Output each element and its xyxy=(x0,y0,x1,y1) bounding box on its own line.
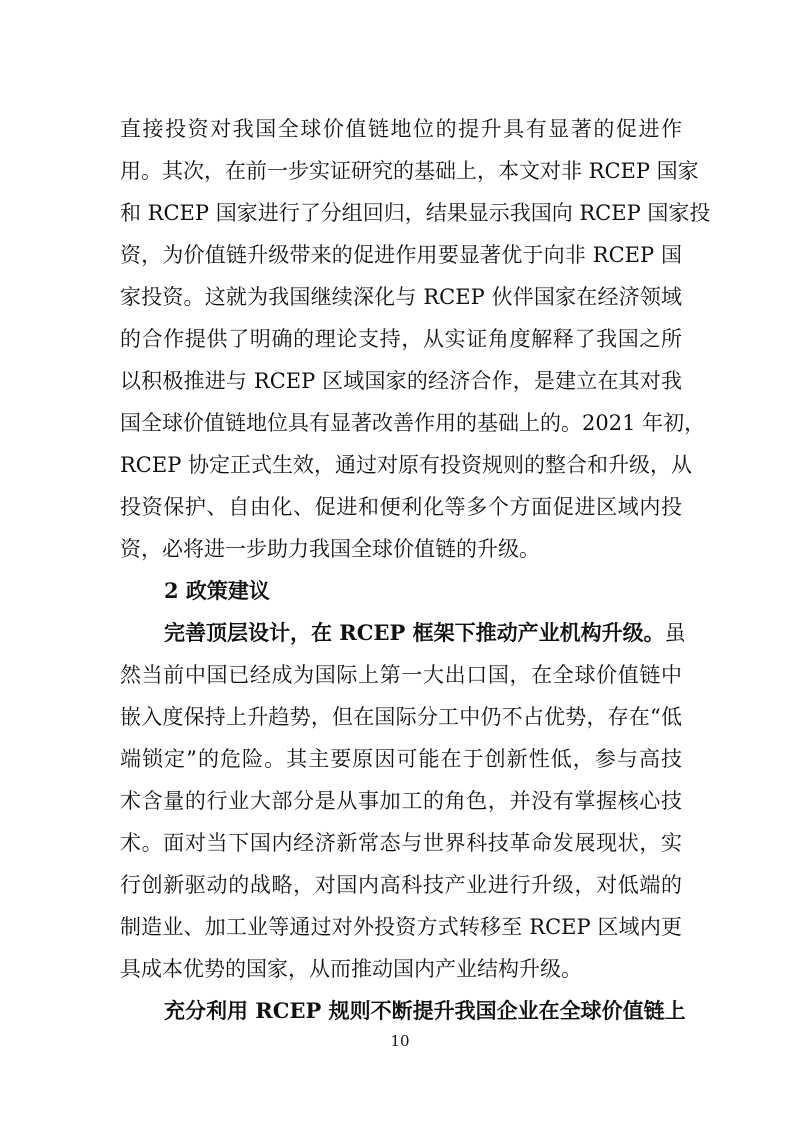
body-line: 具成本优势的国家，从而推动国内产业结构升级。 xyxy=(120,957,582,981)
body-line: 的合作提供了明确的理论支持，从实证角度解释了我国之所 xyxy=(120,327,682,351)
paragraph-bold-lead: 充分利用 RCEP 规则不断提升我国企业在全球价值链上 xyxy=(164,998,686,1023)
body-line: 直接投资对我国全球价值链地位的提升具有显著的促进作 xyxy=(120,117,682,141)
body-line: 和 RCEP 国家进行了分组回归，结果显示我国向 RCEP 国家投 xyxy=(120,201,711,225)
body-line: 术含量的行业大部分是从事加工的角色，并没有掌握核心技 xyxy=(120,789,682,813)
body-line: 资，必将进一步助力我国全球价值链的升级。 xyxy=(120,537,540,561)
body-line: 然当前中国已经成为国际上第一大出口国，在全球价值链中 xyxy=(120,663,682,687)
body-line: 投资保护、自由化、促进和便利化等多个方面促进区域内投 xyxy=(120,495,682,519)
body-line: 家投资。这就为我国继续深化与 RCEP 伙伴国家在经济领域 xyxy=(120,285,682,309)
body-line: 行创新驱动的战略，对国内高科技产业进行升级，对低端的 xyxy=(120,873,682,897)
paragraph-lead-line xyxy=(164,618,686,648)
body-line: 以积极推进与 RCEP 区域国家的经济合作，是建立在其对我 xyxy=(120,369,682,393)
section-heading: 2 政策建议 xyxy=(164,578,270,603)
body-line: 用。其次，在前一步实证研究的基础上，本文对非 RCEP 国家 xyxy=(120,159,699,183)
page-number: 10 xyxy=(390,1032,410,1050)
body-line: 资，为价值链升级带来的促进作用要显著优于向非 RCEP 国 xyxy=(120,243,682,267)
paragraph-bold-lead: 完善顶层设计，在 RCEP 框架下推动产业机构升级。 xyxy=(164,620,665,645)
body-line: RCEP 协定正式生效，通过对原有投资规则的整合和升级，从 xyxy=(120,453,693,477)
body-line: 制造业、加工业等通过对外投资方式转移至 RCEP 区域内更 xyxy=(120,915,682,939)
body-line: 国全球价值链地位具有显著改善作用的基础上的。2021 年初， xyxy=(120,411,706,435)
paragraph-lead-rest: 虽 xyxy=(664,621,686,645)
body-line: 术。面对当下国内经济新常态与世界科技革命发展现状，实 xyxy=(120,831,682,855)
body-line: 端锁定”的危险。其主要原因可能在于创新性低，参与高技 xyxy=(120,747,682,771)
body-line: 嵌入度保持上升趋势，但在国际分工中仍不占优势，存在“低 xyxy=(120,705,682,729)
